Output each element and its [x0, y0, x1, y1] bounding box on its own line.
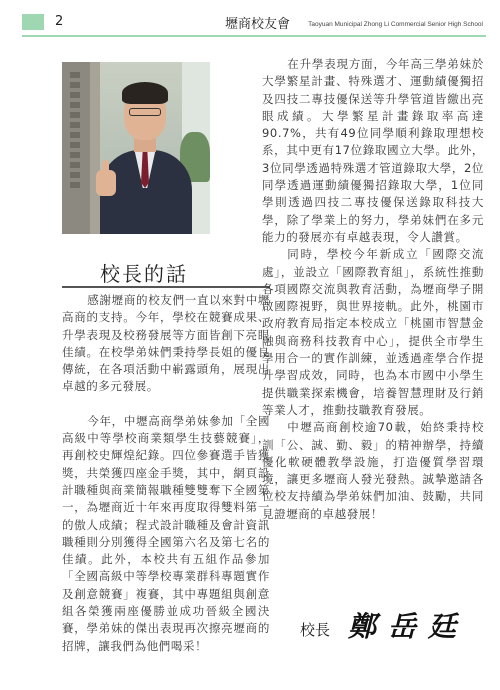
section-title: 校長的話	[100, 262, 188, 286]
principal-photo	[62, 62, 210, 234]
photo-glasses	[129, 108, 161, 116]
right-column-text	[262, 56, 484, 523]
school-name-english: Taoyuan Municipal Zhong Li Commercial Senior High School	[308, 21, 483, 28]
section-title-underline	[62, 286, 270, 288]
paragraph: 感謝壢商的校友們一直以來對中壢高商的支持。今年，學校在競賽成果、升學表現及校務發展等方面皆創下亮眼佳績。在校學弟妹們秉持學長姐的優良傳統，在各項活動中嶄露頭角，展現出卓越的多元發展。	[62, 293, 270, 394]
signature-label: 校長	[300, 621, 331, 639]
header-divider	[22, 35, 486, 37]
header-accent-box	[22, 14, 44, 30]
photo-school-sign	[70, 72, 80, 192]
photo-wall-edge	[90, 62, 100, 234]
photo-hair	[122, 82, 168, 104]
paragraph: 在升學表現方面，今年高三學弟妹於大學繁星計畫、特殊選才、運動績優獨招及四技二專技優保送等升學管道皆繳出亮眼成績。大學繁星計畫錄取率高達90.7%，共有49位同學順利錄取理想校系，其中更有17位錄取國立大學。此外，3位同學透過特殊選才管道錄取大學，2位同學透過運動績優獨招錄取大學，1位同學則透過四技二專技優保送錄取科技大學，除了學業上的努力，學弟妹們在多元能力的發展亦有卓越表現，令人讚賞。	[262, 57, 484, 244]
paragraph: 同時，學校今年新成立「國際交流處」，並設立「國際教育組」，系統性推動各項國際交流與教育活動，為壢商學子開啟國際視野，與世界接軌。此外，桃園市政府教育局指定本校成立「桃園市智慧金融與商務科技教育中心」，提供全市學生學用合一的實作訓練，並透過產學合作提升學習成效，同時，也為本市國中小學生提供職業探索機會，培養智慧理財及行銷等業人才，推動技職教育發展。	[262, 247, 484, 417]
photo-thumb	[102, 160, 109, 174]
page-number: 2	[55, 14, 64, 29]
left-column-text	[62, 292, 270, 655]
paragraph: 中壢高商創校逾70載，始終秉持校訓「公、誠、勤、毅」的精神辦學，持續優化軟硬體教學設施，打造優質學習環境，讓更多壢商人發光發熱。誠摯邀請各位校友持續為學弟妹們加油、鼓勵，共同見證壢商的卓越發展！	[262, 420, 484, 521]
principal-signature: 鄭岳廷	[348, 610, 469, 643]
newsletter-title: 壢商校友會	[225, 17, 291, 32]
paragraph: 今年，中壢高商學弟妹參加「全國高級中等學校商業類學生技藝競賽」，再創校史輝煌紀錄。四位參賽選手皆獲獎，共榮獲四座金手獎，其中，網頁設計職種與商業簡報職種雙雙奪下全國第一，為壢商近十年來再度取得雙料第一的傲人成績；程式設計職種及會計資訊職種則分別獲得全國第六名及第七名的佳績。此外，本校共有五組作品參加「全國高級中等學校專業群科專題實作及創意競賽」複賽，其中專題組與創意組各榮獲兩座優勝並成功晉級全國決賽，學弟妹的傑出表現再次擦亮壢商的招牌，讓我們為他們喝采！	[62, 413, 270, 653]
